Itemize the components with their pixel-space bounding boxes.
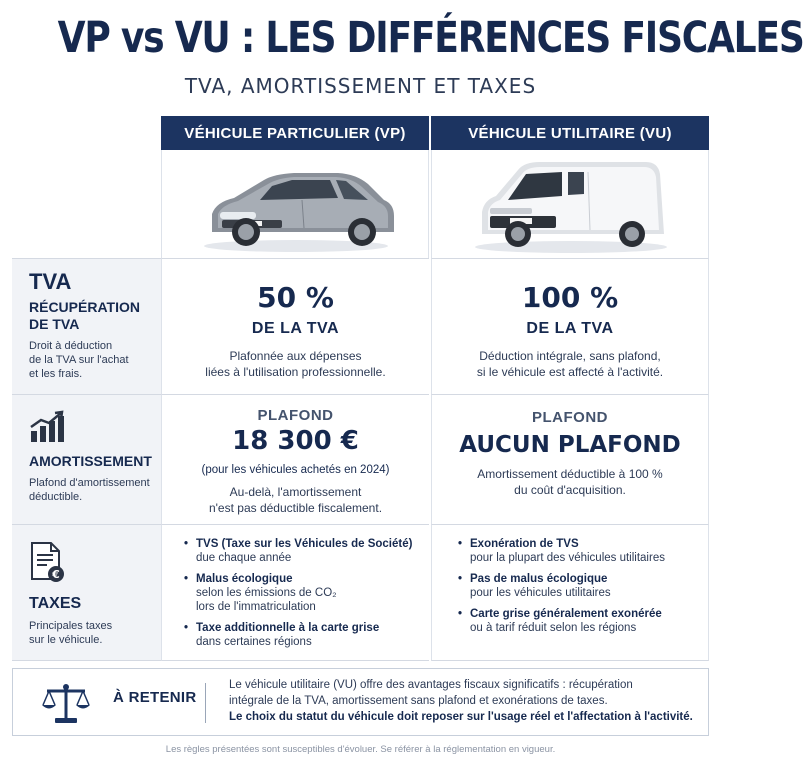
amortissement-desc-2: déductible. <box>29 491 83 503</box>
row-label-taxes <box>12 524 161 661</box>
row-label-amortissement <box>12 394 161 524</box>
tva-desc-2: de la TVA sur l'achat <box>29 354 129 366</box>
tva-vp-desc-1: Plafonnée aux dépenses <box>229 349 362 363</box>
amortissement-label: AMORTISSEMENT <box>29 453 152 469</box>
footer-disclaimer: Les règles présentées sont susceptibles d'évoluer. Se référer à la réglementation en vigueur. <box>165 744 556 755</box>
utility-van-icon <box>432 150 710 258</box>
tva-vu-desc-1: Déduction intégrale, sans plafond, <box>479 349 661 363</box>
column-header-vu: VÉHICULE UTILITAIRE (VU) <box>431 116 709 150</box>
tva-desc-3: et les frais. <box>29 368 83 380</box>
taxes-vp-list <box>184 537 412 656</box>
divider <box>205 683 206 723</box>
balance-scales-icon <box>41 681 91 725</box>
tva-vp-cell <box>161 258 429 394</box>
amortissement-vp-desc-1: Au-delà, l'amortissement <box>229 485 362 499</box>
list-item: • Carte grise généralement exonérée ou à tarif réduit selon les régions <box>458 608 662 634</box>
taxes-vu-list <box>458 537 665 642</box>
tva-sublabel-2: DE TVA <box>29 316 80 332</box>
amortissement-desc-1: Plafond d'amortissement <box>29 477 150 489</box>
taxes-desc-2: sur le véhicule. <box>29 634 103 646</box>
tva-label: TVA <box>29 269 72 294</box>
list-item: • TVS (Taxe sur les Véhicules de Société) due chaque année <box>184 538 413 564</box>
passenger-car-icon <box>162 150 430 258</box>
taxes-label: TAXES <box>29 595 82 612</box>
svg-text:€: € <box>52 568 60 581</box>
car-image-vu <box>431 150 709 258</box>
tva-vp-value: 50 % <box>257 281 334 314</box>
list-item: • Exonération de TVS pour la plupart des véhicules utilitaires <box>458 538 665 564</box>
comparison-table <box>12 116 709 661</box>
taxes-vu-cell <box>431 524 709 661</box>
amortissement-vu-desc-1: Amortissement déductible à 100 % <box>477 467 663 481</box>
amortissement-vp-note: (pour les véhicules achetés en 2024) <box>201 464 390 476</box>
amortissement-vp-cell <box>161 394 429 524</box>
car-image-vp <box>161 150 429 258</box>
amortissement-vp-value: 18 300 € <box>232 426 359 456</box>
amortissement-vu-plafond-label: PLAFOND <box>532 409 608 426</box>
amortissement-vp-plafond-label: PLAFOND <box>257 407 334 424</box>
column-header-vp: VÉHICULE PARTICULIER (VP) <box>161 116 429 150</box>
tva-vu-desc-2: si le véhicule est affecté à l'activité. <box>476 365 664 379</box>
taxes-desc-1: Principales taxes <box>29 620 113 632</box>
amortissement-vu-value: AUCUN PLAFOND <box>459 432 681 458</box>
tva-sublabel-1: RÉCUPÉRATION <box>29 299 140 315</box>
bar-chart-up-icon <box>29 411 161 443</box>
amortissement-vu-cell <box>431 394 709 524</box>
tva-vu-value: 100 % <box>521 281 619 314</box>
list-item: • Malus écologique selon les émissions de CO₂ lors de l'immatriculation <box>184 573 337 613</box>
amortissement-vp-desc-2: n'est pas déductible fiscalement. <box>208 501 383 515</box>
taxes-vp-cell <box>161 524 429 661</box>
key-takeaway-text: Le véhicule utilitaire (VU) offre des avantages fiscaux significatifs : récupération intégrale de la TVA, amortissement sans plafond et exonérations de taxes. Le choix du statut du véhicule doit reposer sur l'usage réel et l'affectation à l'activité. <box>229 679 693 723</box>
tva-vp-desc-2: liées à l'utilisation professionnelle. <box>205 365 386 379</box>
key-takeaway-box <box>12 668 709 736</box>
page-subtitle: TVA, AMORTISSEMENT ET TAXES <box>184 74 537 98</box>
tva-desc-1: Droit à déduction <box>29 340 113 352</box>
tva-vu-caption: DE LA TVA <box>526 320 614 337</box>
key-takeaway-label: À RETENIR <box>113 689 197 706</box>
list-item: • Pas de malus écologique pour les véhicules utilitaires <box>458 573 611 599</box>
tva-vp-caption: DE LA TVA <box>251 320 340 337</box>
list-item: • Taxe additionnelle à la carte grise dans certaines régions <box>184 622 380 648</box>
tax-document-euro-icon <box>29 541 161 583</box>
tva-vu-cell <box>431 258 709 394</box>
page-title: VP vs VU : LES DIFFÉRENCES FISCALES <box>57 13 804 63</box>
amortissement-vu-desc-2: du coût d'acquisition. <box>514 483 626 497</box>
row-label-tva <box>12 258 161 394</box>
